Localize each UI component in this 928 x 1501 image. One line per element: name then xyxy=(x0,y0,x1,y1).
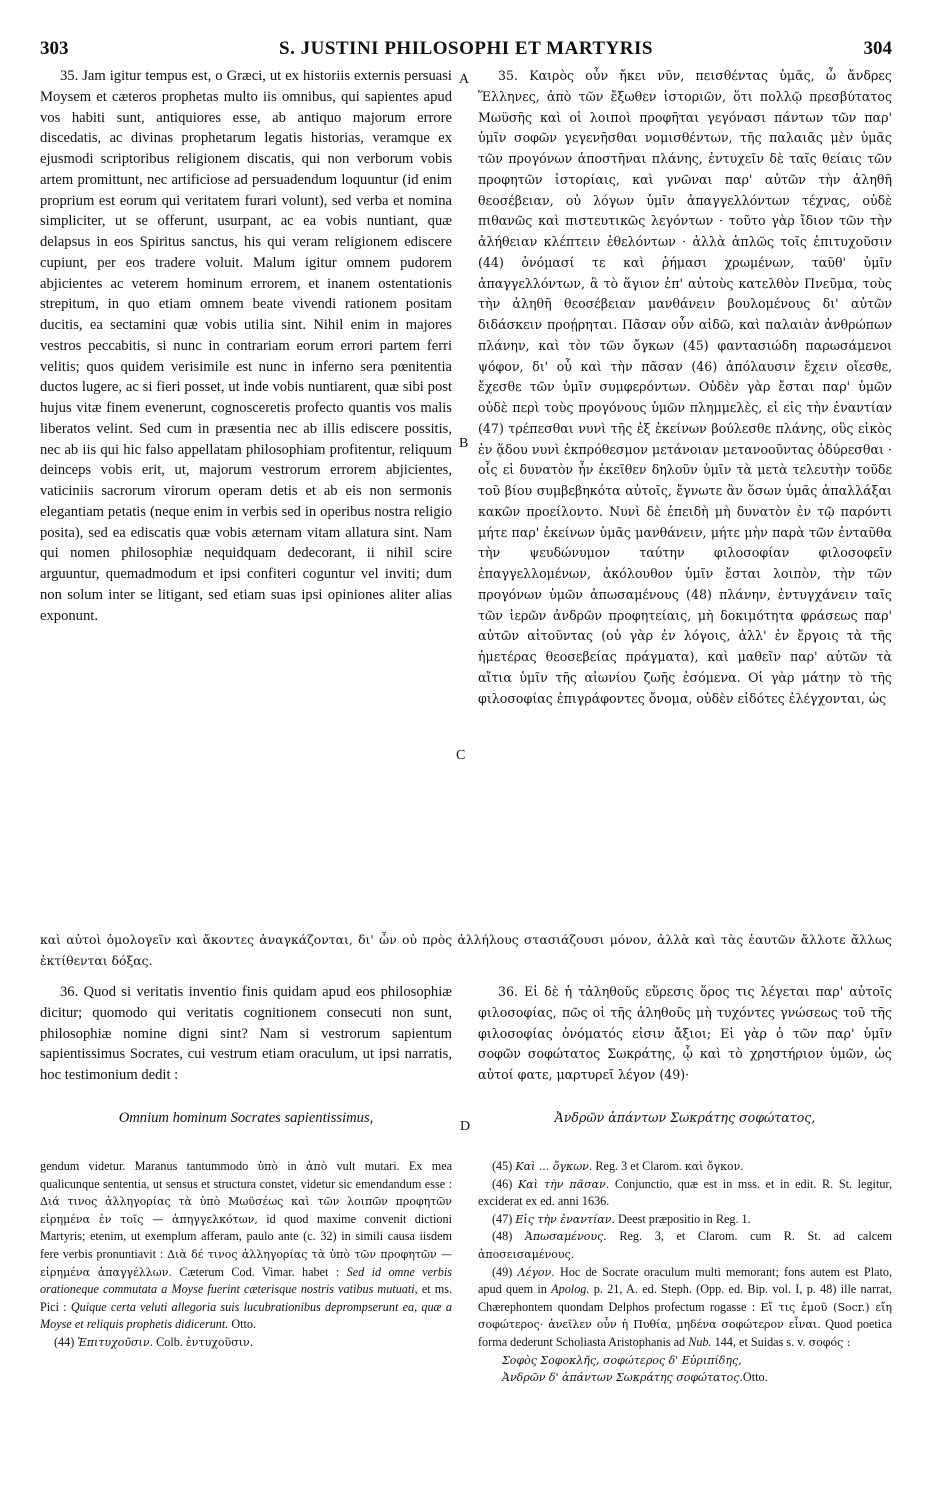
latin-oracle-quote: Omnium hominum Socrates sapientissimus, xyxy=(118,1110,374,1126)
note-greek: Διὰ δέ τινος ἀλληγορίας τὰ ὑπὸ τῶν προφητῶν — εἰρημένα ἀπαγγέλλων. xyxy=(40,1247,452,1279)
footnote-number: (47) xyxy=(492,1211,513,1226)
footnote-lemma: Ἀπωσαμένους. xyxy=(524,1230,607,1244)
note-author: Otto. xyxy=(742,1370,768,1385)
footnote-number: (45) xyxy=(492,1159,513,1173)
footnote-number: (49) xyxy=(492,1264,513,1279)
latin-quote-block xyxy=(40,1108,452,1129)
section-marker-c: C xyxy=(456,748,466,763)
greek-paragraph-36: 36. Εἰ δὲ ἡ τἀληθοῦς εὕρεσις ὅρος τις λέγεται παρ' αὐτοῖς φιλοσοφίας, πῶς οἱ τῆς ἀληθοῦς μὴ τυχόντες γνώσεως τοῦ τῆς φιλοσοφίας ὀνόματός εἰσιν ἄξιοι; Εἰ γὰρ ὁ τῶν παρ' ὑμῖν σοφῶν σοφώτατος Σωκράτης, ᾧ καὶ τὸ χρηστήριον ὑμῶν, ὡς αὐτοί φατε, μαρτυρεῖ λέγον (49)· xyxy=(478,984,892,1082)
verse-line-1 xyxy=(478,1352,892,1370)
footnote-47 xyxy=(478,1211,892,1229)
latin-paragraph-35: 35. Jam igitur tempus est, o Græci, ut ex historiis externis persuasi Moysem et cæteros prophetas multo iis omnibus, qui sapientes apud vos habiti sunt, antiquiores esse, ab antiquo majorum errore discedatis, ac divinas prophetarum legatis historias, veramque ex ejusmodi scriptoribus religionem discatis, qui non verborum vobis artem promittunt, nec artificiose ad persuadendum loquuntur (id enim proprium est eorum qui veritatem furari volunt), sed verba et nomina simpliciter, ut se offerunt, usurpant, ac ea vobis nuntiant, quæ delapsus in eos Spiritus sanctus, his qui veram religionem ediscere cupiunt, per eos tradere voluit. Malum igitur omnem pudorem abjicientes ac veterem hominum errorem, et inanem ostentationis strepitum, in quo etiam omnem beate vivendi rationem positam ducitis, ea sectamini quæ vobis utilia sint. Nihil enim in majores vestros peccabitis, si nunc in contrariam eorum errori partem ferri velitis; quos quidem verisimile est nunc in inferno sera pœnitentia ductos lugere, ac si fieri posset, ut inde vobis nuntiarent, quæ sibi post hujus vitæ finem evenerunt, cognosceretis profecto quantis vos malis liberatos velint. Sed cum in præsentia nec ab illis ediscere possitis, nec ab iis qui hic falso appellatam philosophiam profitentur, reliquum deinceps vobis erit, ut, majorum vestrorum errorem abjicientes, vaticiniis sacrorum virorum operam detis et ab eis non sermonis elegantiam petatis (neque enim in verbis sed in operibus nostra religio posita), sed ea ediscatis quæ vobis æternam vitam allatura sint. Nam qui nomen philosophiæ nequidquam dedecorant, ii nihil scire arguuntur, quemadmodum et ipsi confiteri coguntur vel inviti; dum non solum inter se litigant, sed etiam suas ipsi opiniones aliter alias exponunt. xyxy=(40,68,452,624)
note-text: Quod poetica forma dederunt Scholiasta Aristophanis ad xyxy=(478,1317,892,1349)
page-number-right: 304 xyxy=(863,38,892,59)
greek-column-chapter-36 xyxy=(478,982,892,1094)
verse-text: Ἀνδρῶν δ' ἁπάντων Σωκράτης σοφώτατος. xyxy=(502,1371,743,1385)
note-text: Hoc de Socrate oraculum multi memorant; fons autem est Plato, apud quem in xyxy=(478,1264,892,1297)
footnote-lemma: Καὶ ... ὄγκων. xyxy=(515,1160,593,1173)
latin-paragraph-36: 36. Quod si veritatis inventio finis quidam apud eos philosophiæ dicitur; quomodo qui veritatis cognitionem consecuti non sunt, philosophiæ nomine digni sint? Nam si vestrorum sapientum sapientissimus Socrates, cui vestrum etiam oraculum, ut ipsi narratis, hoc testimonium dedit : xyxy=(40,984,452,1083)
note-text: et ms. Pici : xyxy=(40,1282,452,1314)
note-text: Colb. xyxy=(156,1334,183,1349)
note-text: 144, et Suidas s. v. xyxy=(714,1334,806,1349)
note-greek: Διά τινος ἀλληγορίας τὰ ὑπὸ Μωϋσέως καὶ τῶν λοιπῶν προφητῶν εἰρημένα ἐν τοῖς — ἀπηγγελκότων, xyxy=(40,1195,452,1226)
note-greek: Εἴ τις ἐμοῦ (Socr.) εἴη σοφώτερος· ἀνεῖλεν οὖν ἡ Πυθία, μηδένα σοφώτερον εἶναι. xyxy=(478,1300,892,1332)
note-text: in xyxy=(287,1159,297,1173)
note-greek: ὑπὸ xyxy=(257,1160,279,1173)
note-italic: Apolog. xyxy=(551,1282,590,1297)
page-header xyxy=(40,38,892,64)
greek-column-chapter-35 xyxy=(478,66,892,918)
footnote-number: (44) xyxy=(54,1334,75,1349)
latin-column-chapter-35 xyxy=(40,66,452,896)
section-marker-a: A xyxy=(459,72,470,87)
footnote-continued xyxy=(40,1158,452,1334)
footnotes-right xyxy=(478,1158,892,1458)
note-text: Reg. 3, et Clarom. cum R. St. ad calcem xyxy=(619,1229,892,1244)
note-author: Otto. xyxy=(231,1317,257,1332)
footnote-45 xyxy=(478,1158,892,1176)
note-italic: Quique certa veluti allegoria suis lucubrationibus deprompserunt ea, quæ a Moyse et reliquis prophetis didicerunt. xyxy=(40,1299,452,1332)
footnote-number: (48) xyxy=(492,1229,513,1244)
note-italic: Nub. xyxy=(688,1334,712,1349)
footnote-46 xyxy=(478,1176,892,1211)
page-number-left: 303 xyxy=(40,38,69,59)
footnote-lemma: Εἰς τὴν ἐναντίαν. xyxy=(515,1212,615,1226)
note-text: Conjunctio, quæ est in mss. et in edit. R. St. legitur, exciderat ex ed. anni 1636. xyxy=(478,1176,892,1209)
note-greek: ἀπὸ xyxy=(306,1160,328,1173)
note-text: Cæterum Cod. Vimar. habet : xyxy=(179,1264,340,1279)
latin-column-chapter-36 xyxy=(40,982,452,1094)
note-greek: ἐντυχοῦσιν. xyxy=(185,1335,254,1349)
footnote-48 xyxy=(478,1228,892,1263)
note-text: gendum videtur. Maranus tantummodo xyxy=(40,1159,249,1173)
note-greek: καὶ ὄγκον. xyxy=(684,1160,744,1173)
note-text: Deest præpositio in Reg. 1. xyxy=(617,1211,751,1226)
running-title: S. JUSTINI PHILOSOPHI ET MARTYRIS xyxy=(279,38,653,59)
footnote-49 xyxy=(478,1264,892,1352)
footnote-lemma: Καὶ τὴν πᾶσαν. xyxy=(517,1177,610,1191)
footnote-44 xyxy=(40,1334,452,1352)
note-text: p. 21, A. ed. Steph. (Opp. ed. Bip. vol. I, p. 48) ille narrat, Chærephontem quondam Delphos profectum rogasse : xyxy=(478,1282,892,1314)
footnote-number: (46) xyxy=(492,1176,513,1191)
section-marker-d: D xyxy=(460,1119,471,1134)
greek-oracle-quote: Ἀνδρῶν ἁπάντων Σωκράτης σοφώτατος, xyxy=(554,1110,816,1125)
footnote-lemma: Ἐπιτυχοῦσιν. xyxy=(77,1335,154,1349)
footnotes-left xyxy=(40,1158,452,1458)
note-text: id quod maxime convenit dictioni Martyris; etenim, ut exemplum afferam, paulo ante (c. 32) in simili causa iisdem fere verbis pronuntiavit : xyxy=(40,1211,452,1261)
note-greek: σοφός : xyxy=(808,1335,851,1349)
note-greek: ἀποσεισαμένους. xyxy=(478,1247,575,1261)
note-text: Reg. 3 et Clarom. xyxy=(595,1159,682,1173)
note-text: vult mutari. Ex mea qualicunque sententia, ut sensus et structura constet, videtur sic emendandum esse : xyxy=(40,1159,452,1191)
greek-continuation-full-width xyxy=(40,930,892,972)
greek-quote-block xyxy=(478,1108,892,1129)
verse-line-2 xyxy=(478,1369,892,1387)
greek-paragraph-35: 35. Καιρὸς οὖν ἤκει νῦν, πεισθέντας ὑμᾶς, ὦ ἄνδρες Ἕλληνες, ἀπὸ τῶν ἔξωθεν ἱστοριῶν, ὅτι πολλῷ πρεσβύτατος Μωϋσῆς καὶ οἱ λοιποὶ προφῆται γεγόνασι πάντων τῶν παρ' ὑμῖν σοφῶν γεγενῆσθαι νομισθέντων, τῆς παλαιᾶς μὲν ὑμᾶς τῶν προγόνων ἀποστῆναι πλάνης, ἐντυχεῖν δὲ ταῖς θείαις τῶν προφητῶν ἱστορίαις, καὶ γνῶναι παρ' αὐτῶν τὴν ἀληθῆ θεοσέβειαν, οὐ λόγων ὑμῖν ἀπαγγελλόντων τέχνας, οὐδὲ πιθανῶς καὶ πιστευτικῶς λεγόντων · τοῦτο γὰρ ἴδιον τῶν τὴν ἀλήθειαν κλέπτειν ἐθελόντων · ἀλλὰ ἁπλῶς τοῖς ἐπιτυχοῦσιν (44) ὀνόμασί τε καὶ ῥήμασι χρωμένων, ταῦθ' ὑμῖν ἀπαγγελλόντων, ἃ τὸ ἅγιον ἐπ' αὐτοὺς κατελθὸν Πνεῦμα, τοὺς τὴν ἀληθῆ θεοσέβειαν μανθάνειν βουλομένους δι' αὐτῶν διδάσκειν προῄρηται. Πᾶσαν οὖν αἰδῶ, καὶ παλαιὰν ἀνθρώπων πλάνην, καὶ τὸν τῶν ὄγκων (45) φαντασιώδη παρωσάμενοι ψόφον, δι' οὗ καὶ τὴν πᾶσαν (46) ἀπόλαυσιν ἔχειν οἴεσθε, ἔχεσθε τῶν ὑμῖν συμφερόντων. Οὐδὲν γὰρ ἔσται παρ' ὑμῶν οὐδὲ περὶ τοὺς προγόνους ὑμῶν πλημμελὲς, εἰ εἰς τὴν ἐναντίαν (47) τρέπεσθαι νυνὶ τῆς ἐξ ἐκείνων βούλεσθε πλάνης, οὓς εἰκὸς ἐν ᾅδου νυνὶ ἐκπρόθεσμον μετάνοιαν μετανοοῦντας ὀδύρεσθαι · οἷς εἰ δυνατὸν ἦν ἐκεῖθεν δηλοῦν ὑμῖν τὰ μετὰ τελευτὴν τοῦδε τοῦ βίου συμβεβηκότα αὐτοῖς, ἔγνωτε ἂν ὅσων ὑμᾶς ἀπαλλάξαι κακῶν προείλοντο. Νυνὶ δὲ ἐπειδὴ μὴ δυνατὸν ἐν τῷ παρόντι μήτε παρ' ἐκείνων ὑμᾶς μανθάνειν, μήτε μὴν παρὰ τῶν ἐνταῦθα τὴν ψευδώνυμον ταύτην φιλοσοφίαν φιλοσοφεῖν ἐπαγγελλομένων, ἀκόλουθον ὑμῖν ἔσται λοιπὸν, τὴν τῶν προγόνων ὑμῶν ἀπωσαμένους (48) πλάνην, ἐντυγχάνειν ταῖς τῶν ἱερῶν ἀνδρῶν προφητείαις, μὴ δοκιμότητα φράσεως παρ' αὐτῶν αἰτοῦντας (οὐ γὰρ ἐν λόγοις, ἀλλ' ἐν ἔργοις τὰ τῆς ἡμετέρας θεοσεβείας πράγματα), καὶ μαθεῖν παρ' αὐτῶν τὰ αἴτια ὑμῖν τῆς αἰωνίου ζωῆς ἐσόμενα. Οἱ γὰρ μάτην τὸ τῆς φιλοσοφίας ἐπιγράφοντες ὄνομα, οὐδὲν εἰδότες ἐλέγχονται, ὡς xyxy=(478,68,892,706)
verse-text: Σοφὸς Σοφοκλῆς, σοφώτερος δ' Εὐριπίδης, xyxy=(502,1353,742,1367)
section-marker-b: B xyxy=(459,436,469,451)
greek-continuation-text: καὶ αὐτοὶ ὁμολογεῖν καὶ ἄκοντες ἀναγκάζονται, δι' ὧν οὐ πρὸς ἀλλήλους στασιάζουσι μόνον, ἀλλὰ καὶ τὰς ἑαυτῶν ἄλλοτε ἄλλως ἐκτίθενται δόξας. xyxy=(40,932,892,968)
note-italic: Sed id omne verbis orationeque commutata a Moyse fuerint cæterisque nostris vatibus mutuati, xyxy=(40,1264,452,1297)
footnote-lemma: Λέγον. xyxy=(517,1265,555,1279)
